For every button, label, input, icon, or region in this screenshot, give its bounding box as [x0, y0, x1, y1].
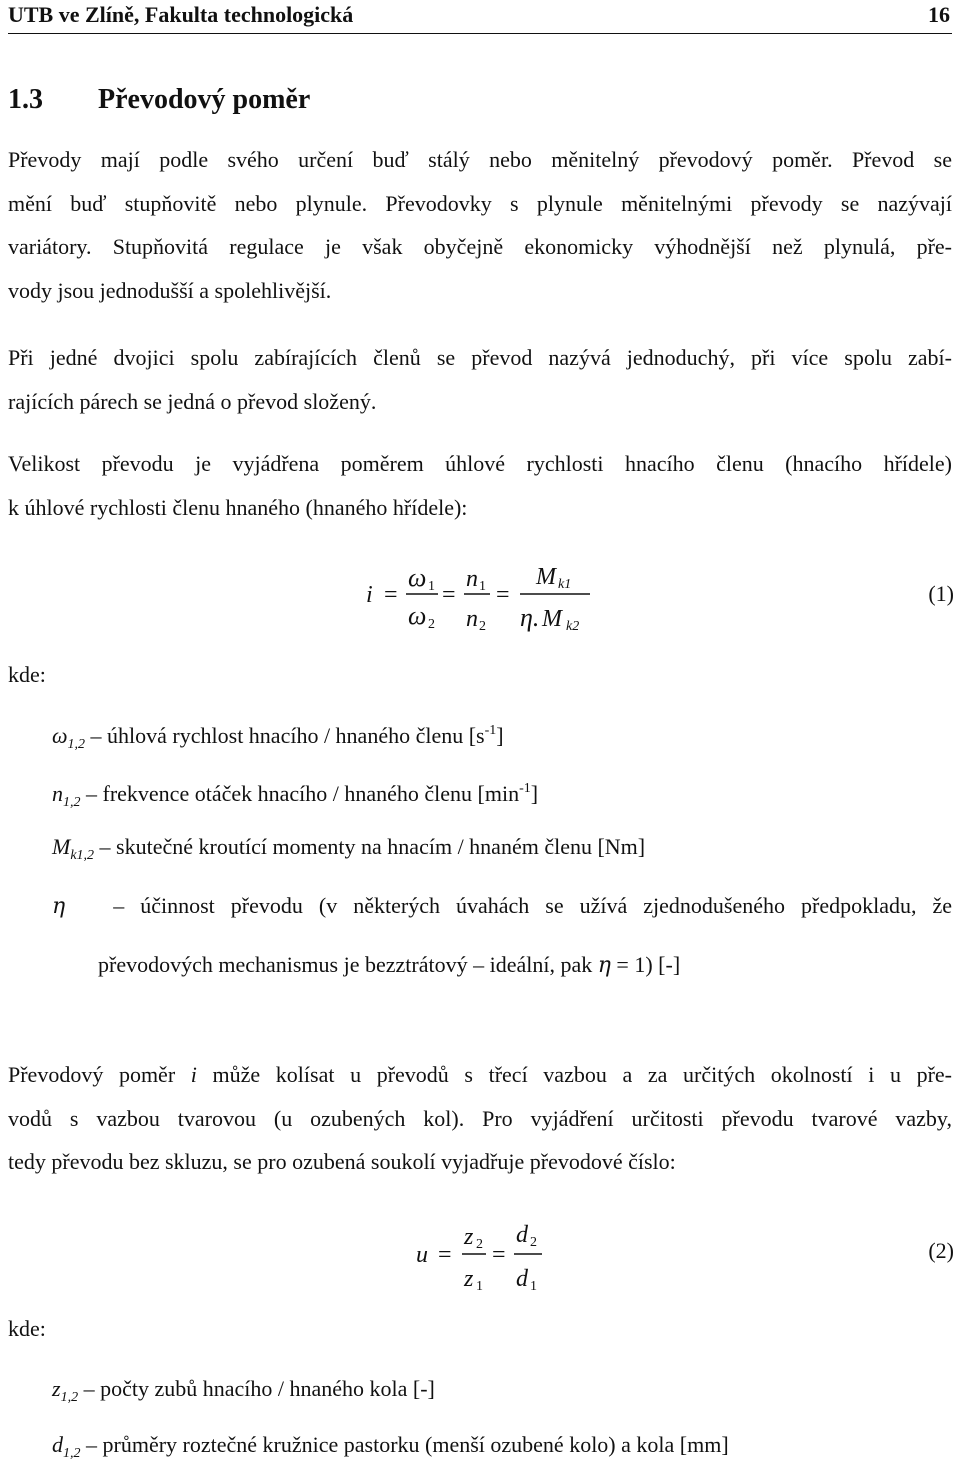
- eq1-eta: η.: [520, 603, 540, 632]
- def-subscript: 1,2: [63, 1446, 81, 1461]
- paragraph-line: k úhlové rychlosti členu hnaného (hnaného hřídele):: [8, 494, 468, 520]
- header-page-number: 16: [928, 2, 950, 27]
- def-text: – počty zubů hnacího / hnaného kola [-]: [78, 1376, 435, 1401]
- definition-z: [52, 1374, 435, 1413]
- paragraph-line: vodů s vazbou tvarovou (u ozubených kol). Pro vyjádření určitosti převodu tvarové vazby,: [8, 1105, 952, 1131]
- running-header: [8, 0, 952, 32]
- def-superscript: -1: [519, 781, 531, 796]
- definition-n: [52, 774, 538, 818]
- def-subscript: k1,2: [70, 848, 95, 863]
- def-tail: ]: [496, 723, 504, 748]
- def-eta-row2: [52, 936, 952, 995]
- paragraph-text: může kolísat u převodů s třecí vazbou a za určitých okolností i u pře-: [196, 1062, 952, 1087]
- eq1-n-den-sub: 2: [479, 619, 486, 634]
- header-rule: [8, 33, 952, 34]
- section-number: 1.3: [8, 84, 43, 115]
- header-institution: UTB ve Zlíně, Fakulta technologická: [8, 2, 354, 27]
- paragraph-line: mění buď stupňovitě nebo plynule. Převodovky s plynule měnitelnými převody se nazývají: [8, 190, 952, 216]
- def-symbol: n: [52, 781, 63, 806]
- eq1-omega-num: ω: [408, 563, 427, 592]
- paragraph-line: rajících párech se jedná o převod složený.: [8, 388, 377, 414]
- def-text: – průměry roztečné kružnice pastorku (menší ozubené kolo) a kola [mm]: [80, 1432, 729, 1457]
- def-symbol: M: [52, 834, 71, 859]
- eq1-omega-den-sub: 2: [428, 617, 435, 632]
- paragraph-line: Velikost převodu je vyjádřena poměrem úhlové rychlosti hnacího členu (hnacího hřídele): [8, 451, 952, 476]
- eq2-d-num-sub: 2: [530, 1235, 537, 1250]
- paragraph-line: [8, 1053, 952, 1097]
- eq2-d-den-sub: 1: [530, 1279, 537, 1294]
- eq1-M-den-sub: k2: [566, 619, 580, 634]
- def-symbol: η: [52, 894, 66, 919]
- def-eta-row1: [52, 877, 952, 936]
- def-text: – skutečné kroutící momenty na hnacím / hnaném členu [Nm]: [94, 834, 646, 859]
- def-tail: ) [-]: [645, 952, 681, 977]
- equation-2: [410, 1216, 570, 1296]
- paragraph-line: variátory. Stupňovitá regulace je však obyčejně ekonomicky výhodnější než plynulá, pře-: [8, 234, 952, 259]
- eq2-z-num-sub: 2: [476, 1237, 483, 1252]
- eq1-n-num-sub: 1: [479, 579, 486, 594]
- kde-label-1: kde:: [8, 662, 46, 687]
- eq1-n-num: n: [466, 566, 478, 592]
- eq2-lhs: u: [416, 1242, 428, 1268]
- def-text: – účinnost převodu (v některých úvahách se užívá zjednodušeného předpokladu, že: [113, 893, 952, 918]
- section-title: Převodový poměr: [98, 84, 311, 115]
- def-subscript: 1,2: [60, 1390, 79, 1405]
- def-symbol: η: [597, 953, 611, 978]
- section-heading: [8, 83, 310, 117]
- paragraph-2: [8, 336, 952, 423]
- def-text: – úhlová rychlost hnacího / hnaného členu [s: [85, 723, 485, 748]
- definition-omega: [52, 716, 504, 760]
- def-symbol: z: [52, 1376, 61, 1401]
- eq2-equals: =: [438, 1242, 452, 1268]
- eq1-equals: =: [496, 582, 510, 608]
- eq2-z-den-sub: 1: [476, 1279, 483, 1294]
- def-text: – frekvence otáček hnacího / hnaného členu [min: [80, 781, 520, 806]
- inline-symbol-i: i: [190, 1062, 197, 1087]
- eq1-M-num-sub: k1: [558, 577, 572, 592]
- eq2-equals: =: [492, 1242, 506, 1268]
- def-subscript: 1,2: [63, 795, 81, 810]
- eq1-omega-den: ω: [408, 601, 427, 630]
- def-symbol: ω: [52, 723, 68, 748]
- equation-1-number: (1): [928, 581, 954, 606]
- paragraph-line: Při jedné dvojici spolu zabírajících členů se převod nazývá jednoduchý, při více spolu zabí-: [8, 345, 952, 370]
- def-text: převodových mechanismus je bezztrátový – ideální, pak: [98, 952, 598, 977]
- def-equation: = 1: [616, 952, 646, 977]
- paragraph-3: [8, 442, 952, 529]
- definition-M: [52, 832, 645, 871]
- kde-label-2: kde:: [8, 1316, 46, 1341]
- definition-d: [52, 1430, 729, 1469]
- def-superscript: -1: [484, 723, 497, 738]
- eq2-d-num: d: [516, 1222, 528, 1248]
- eq1-M-num: M: [536, 564, 556, 590]
- paragraph-1: [8, 138, 952, 312]
- def-tail: ]: [530, 781, 539, 806]
- eq1-equals: =: [384, 582, 398, 608]
- equation-1: [360, 556, 620, 636]
- equation-2-number: (2): [928, 1238, 954, 1263]
- def-symbol: d: [52, 1432, 63, 1457]
- paragraph-line: tedy převodu bez skluzu, se pro ozubená soukolí vyjadřuje převodové číslo:: [8, 1149, 676, 1174]
- eq1-equals: =: [442, 582, 456, 608]
- paragraph-4: [8, 1053, 952, 1184]
- definition-eta: [52, 877, 952, 995]
- eq2-z-den: z: [464, 1266, 474, 1292]
- eq1-lhs: i: [366, 582, 373, 608]
- eq1-M-den: M: [542, 606, 562, 632]
- paragraph-line: vody jsou jednodušší a spolehlivější.: [8, 277, 332, 303]
- eq2-d-den: d: [516, 1266, 528, 1292]
- eq2-z-num: z: [464, 1224, 474, 1250]
- paragraph-text: Převodový poměr: [8, 1062, 191, 1087]
- paragraph-line: Převody mají podle svého určení buď stálý nebo měnitelný převodový poměr. Převod se: [8, 147, 952, 172]
- eq1-omega-num-sub: 1: [428, 579, 435, 594]
- eq1-n-den: n: [466, 606, 478, 632]
- def-subscript: 1,2: [67, 737, 86, 752]
